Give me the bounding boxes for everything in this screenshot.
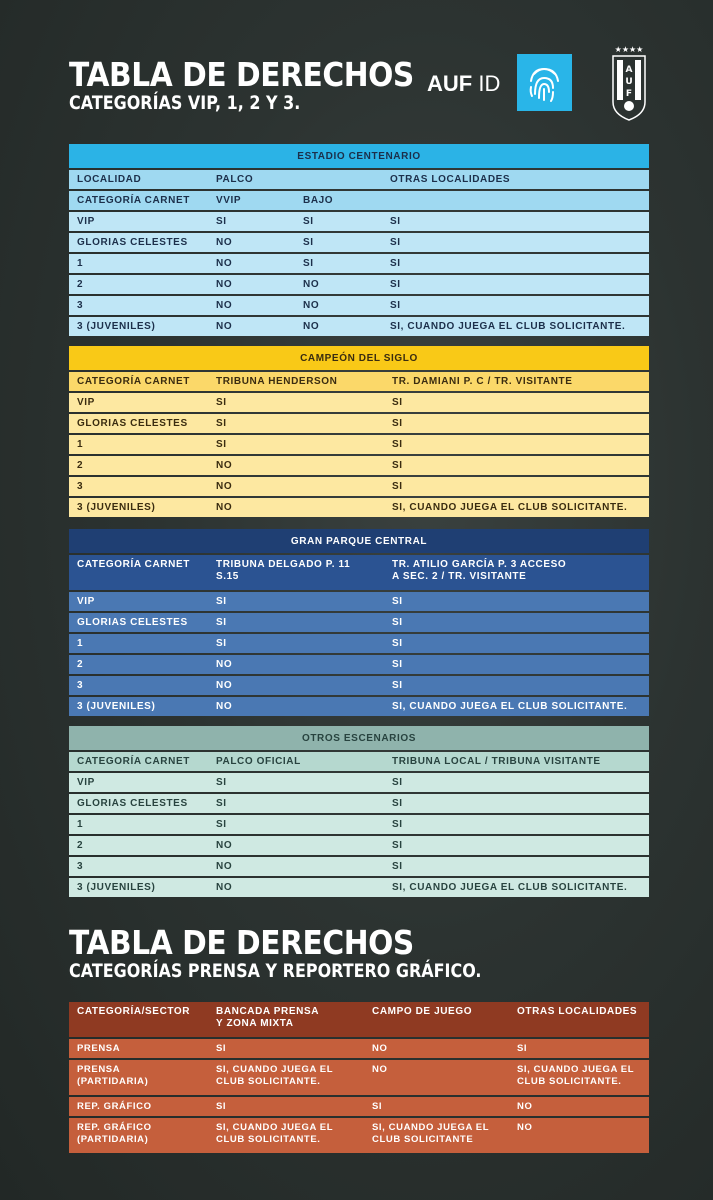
cell: SI (382, 414, 649, 433)
header-cell (382, 555, 649, 590)
cell: NO (206, 655, 382, 674)
cell: NO (293, 275, 380, 294)
table-row (69, 1060, 649, 1095)
table-row (69, 655, 649, 674)
cell: GLORIAS CELESTES (69, 613, 206, 632)
table-row (69, 317, 649, 336)
section-subtitle: CATEGORÍAS PRENSA Y REPORTERO GRÁFICO. (69, 960, 482, 982)
cell: SI, CUANDO JUEGA EL CLUB SOLICITANTE. (382, 697, 649, 716)
cell-line: CLUB SOLICITANTE. (517, 1076, 622, 1087)
cell-line: CLUB SOLICITANTE. (216, 1134, 321, 1145)
cell: SI (380, 275, 649, 294)
cell: 2 (69, 655, 206, 674)
cell: GLORIAS CELESTES (69, 233, 206, 252)
table-row (69, 613, 649, 632)
table-otros-escenarios (69, 724, 649, 899)
cell-line: (PARTIDARIA) (77, 1134, 149, 1145)
cell: 2 (69, 456, 206, 475)
cell: SI (382, 456, 649, 475)
header-cell: BAJO (293, 191, 380, 210)
header-cell: LOCALIDAD (69, 170, 206, 189)
table-row (69, 773, 649, 792)
header-cell (69, 1002, 206, 1037)
cell: 1 (69, 634, 206, 653)
cell: VIP (69, 773, 206, 792)
header-cell (507, 1002, 649, 1037)
cell (507, 1118, 649, 1153)
cell: 1 (69, 815, 206, 834)
auf-shield-icon (609, 44, 649, 122)
table-row (69, 1097, 649, 1116)
cell: SI (206, 815, 382, 834)
cell: SI (293, 254, 380, 273)
cell: NO (293, 296, 380, 315)
table-header-row (69, 1002, 649, 1037)
table-header-row (69, 191, 649, 210)
cell: NO (206, 477, 382, 496)
cell: 3 (69, 296, 206, 315)
cell: SI (507, 1039, 649, 1058)
cell: SI (382, 634, 649, 653)
cell: NO (206, 317, 293, 336)
table-row (69, 477, 649, 496)
table-row (69, 836, 649, 855)
header-cell: TRIBUNA LOCAL / TRIBUNA VISITANTE (382, 752, 649, 771)
cell-line: SI, CUANDO JUEGA EL (517, 1064, 635, 1075)
cell: SI (382, 613, 649, 632)
cell: NO (362, 1039, 507, 1058)
cell: VIP (69, 212, 206, 231)
cell: NO (206, 836, 382, 855)
table-title-row (69, 346, 649, 370)
cell (362, 1118, 507, 1153)
cell: SI (382, 857, 649, 876)
header-cell (380, 191, 649, 210)
header-cell: VVIP (206, 191, 293, 210)
cell-line: Y ZONA MIXTA (216, 1018, 294, 1029)
table-row (69, 393, 649, 412)
header-cell: TR. DAMIANI P. C / TR. VISITANTE (382, 372, 649, 391)
cell: SI (382, 773, 649, 792)
cell: SI (206, 773, 382, 792)
svg-text:U: U (625, 77, 633, 87)
section-title: TABLA DE DERECHOS (69, 923, 414, 962)
table-row (69, 414, 649, 433)
cell: SI, CUANDO JUEGA EL CLUB SOLICITANTE. (382, 878, 649, 897)
cell: 3 (69, 857, 206, 876)
cell: 3 (JUVENILES) (69, 498, 206, 517)
header-cell (362, 1002, 507, 1037)
cell: SI (206, 634, 382, 653)
cell: SI (206, 212, 293, 231)
cell: NO (206, 857, 382, 876)
table-title-row (69, 144, 649, 168)
cell: SI (206, 613, 382, 632)
cell-line: CATEGORÍA/SECTOR (77, 1006, 191, 1017)
cell: NO (206, 275, 293, 294)
table-row (69, 634, 649, 653)
table-row (69, 857, 649, 876)
logo-id: ID (478, 71, 501, 96)
header-1 (69, 55, 452, 114)
cell-line: SI, CUANDO JUEGA EL (372, 1122, 490, 1133)
cell-line: BANCADA PRENSA (216, 1006, 320, 1017)
cell: 2 (69, 836, 206, 855)
cell (69, 1060, 206, 1095)
table-row (69, 1039, 649, 1058)
cell: REP. GRÁFICO (69, 1097, 206, 1116)
cell: NO (206, 878, 382, 897)
header-cell: CATEGORÍA CARNET (69, 555, 206, 590)
table-row (69, 697, 649, 716)
page-subtitle: CATEGORÍAS VIP, 1, 2 Y 3. (69, 92, 301, 114)
table-prensa (69, 1000, 649, 1155)
table-header-row (69, 555, 649, 590)
table-title: OTROS ESCENARIOS (69, 726, 649, 750)
cell: VIP (69, 393, 206, 412)
cell-line: SI, CUANDO JUEGA EL (216, 1122, 334, 1133)
cell: SI (382, 676, 649, 695)
cell: VIP (69, 592, 206, 611)
cell: SI (382, 592, 649, 611)
header-cell: TRIBUNA DELGADO P. 11 S.15 (206, 555, 382, 590)
cell: GLORIAS CELESTES (69, 414, 206, 433)
page-title: TABLA DE DERECHOS (69, 55, 414, 94)
cell: SI (362, 1097, 507, 1116)
header-cell: OTRAS LOCALIDADES (380, 170, 649, 189)
svg-text:A: A (625, 65, 633, 75)
table-row (69, 275, 649, 294)
cell-line: REP. GRÁFICO (77, 1122, 152, 1133)
cell: SI (380, 233, 649, 252)
cell: 1 (69, 254, 206, 273)
table-header-row (69, 170, 649, 189)
table-title: GRAN PARQUE CENTRAL (69, 529, 649, 553)
table-row (69, 676, 649, 695)
table-row (69, 233, 649, 252)
cell: GLORIAS CELESTES (69, 794, 206, 813)
cell: NO (206, 676, 382, 695)
cell (362, 1060, 507, 1095)
cell: PRENSA (69, 1039, 206, 1058)
cell: NO (206, 456, 382, 475)
shield-stars: ★★★★ (614, 45, 644, 54)
cell: SI (380, 296, 649, 315)
cell (206, 1060, 362, 1095)
table-title-row (69, 726, 649, 750)
header-2 (69, 923, 560, 982)
header-cell: TRIBUNA HENDERSON (206, 372, 382, 391)
cell: SI (380, 254, 649, 273)
table-row (69, 212, 649, 231)
table-title: CAMPEÓN DEL SIGLO (69, 346, 649, 370)
cell: 3 (JUVENILES) (69, 878, 206, 897)
table-header-row (69, 752, 649, 771)
table-row (69, 592, 649, 611)
table-row (69, 254, 649, 273)
header-cell: PALCO OFICIAL (206, 752, 382, 771)
header-line: TR. ATILIO GARCÍA P. 3 ACCESO (392, 559, 567, 570)
cell: SI (382, 815, 649, 834)
cell-line: OTRAS LOCALIDADES (517, 1006, 638, 1017)
cell-line: NO (517, 1122, 533, 1133)
cell: SI (382, 435, 649, 454)
header-cell: CATEGORÍA CARNET (69, 372, 206, 391)
table-row (69, 815, 649, 834)
cell (206, 1118, 362, 1153)
cell: SI (206, 794, 382, 813)
table-header-row (69, 372, 649, 391)
cell: NO (206, 498, 382, 517)
cell: SI (382, 836, 649, 855)
cell: SI (382, 393, 649, 412)
cell-line: CLUB SOLICITANTE. (216, 1076, 321, 1087)
logo-auf: AUF (427, 71, 473, 96)
cell: SI (206, 435, 382, 454)
cell-line: PRENSA (77, 1064, 121, 1075)
header-cell: PALCO (206, 170, 380, 189)
cell: NO (206, 254, 293, 273)
table-title-row (69, 529, 649, 553)
cell-line: (PARTIDARIA) (77, 1076, 149, 1087)
header-cell (206, 1002, 362, 1037)
cell: NO (507, 1097, 649, 1116)
cell-line: CLUB SOLICITANTE (372, 1134, 474, 1145)
cell: NO (206, 233, 293, 252)
cell: 3 (JUVENILES) (69, 317, 206, 336)
table-row (69, 794, 649, 813)
cell: NO (206, 697, 382, 716)
table-row (69, 296, 649, 315)
cell: SI, CUANDO JUEGA EL CLUB SOLICITANTE. (382, 498, 649, 517)
fingerprint-icon (517, 54, 572, 111)
cell: SI (293, 212, 380, 231)
cell: SI, CUANDO JUEGA EL CLUB SOLICITANTE. (380, 317, 649, 336)
cell: SI (382, 794, 649, 813)
cell: SI (293, 233, 380, 252)
cell: 3 (69, 477, 206, 496)
cell: SI (380, 212, 649, 231)
cell-line: NO (372, 1064, 388, 1075)
cell: NO (206, 296, 293, 315)
table-estadio-centenario (69, 142, 649, 338)
cell-line: CAMPO DE JUEGO (372, 1006, 473, 1017)
cell: 2 (69, 275, 206, 294)
cell (69, 1118, 206, 1153)
svg-text:F: F (625, 89, 633, 99)
cell: SI (206, 592, 382, 611)
table-row (69, 435, 649, 454)
cell: SI (382, 477, 649, 496)
table-row (69, 498, 649, 517)
table-row (69, 878, 649, 897)
cell: 3 (JUVENILES) (69, 697, 206, 716)
cell: NO (293, 317, 380, 336)
cell: 1 (69, 435, 206, 454)
cell (507, 1060, 649, 1095)
cell: SI (382, 655, 649, 674)
cell-line: SI, CUANDO JUEGA EL (216, 1064, 334, 1075)
cell: SI (206, 414, 382, 433)
table-title: ESTADIO CENTENARIO (69, 144, 649, 168)
auf-id-logo-text (427, 71, 500, 97)
header-cell: CATEGORÍA CARNET (69, 752, 206, 771)
header-cell: CATEGORÍA CARNET (69, 191, 206, 210)
table-row (69, 1118, 649, 1153)
header-line: A SEC. 2 / TR. VISITANTE (392, 571, 527, 582)
table-gran-parque-central (69, 527, 649, 718)
cell: SI (206, 1097, 362, 1116)
cell: SI (206, 1039, 362, 1058)
table-campeon-del-siglo (69, 344, 649, 519)
cell: SI (206, 393, 382, 412)
cell: 3 (69, 676, 206, 695)
table-row (69, 456, 649, 475)
